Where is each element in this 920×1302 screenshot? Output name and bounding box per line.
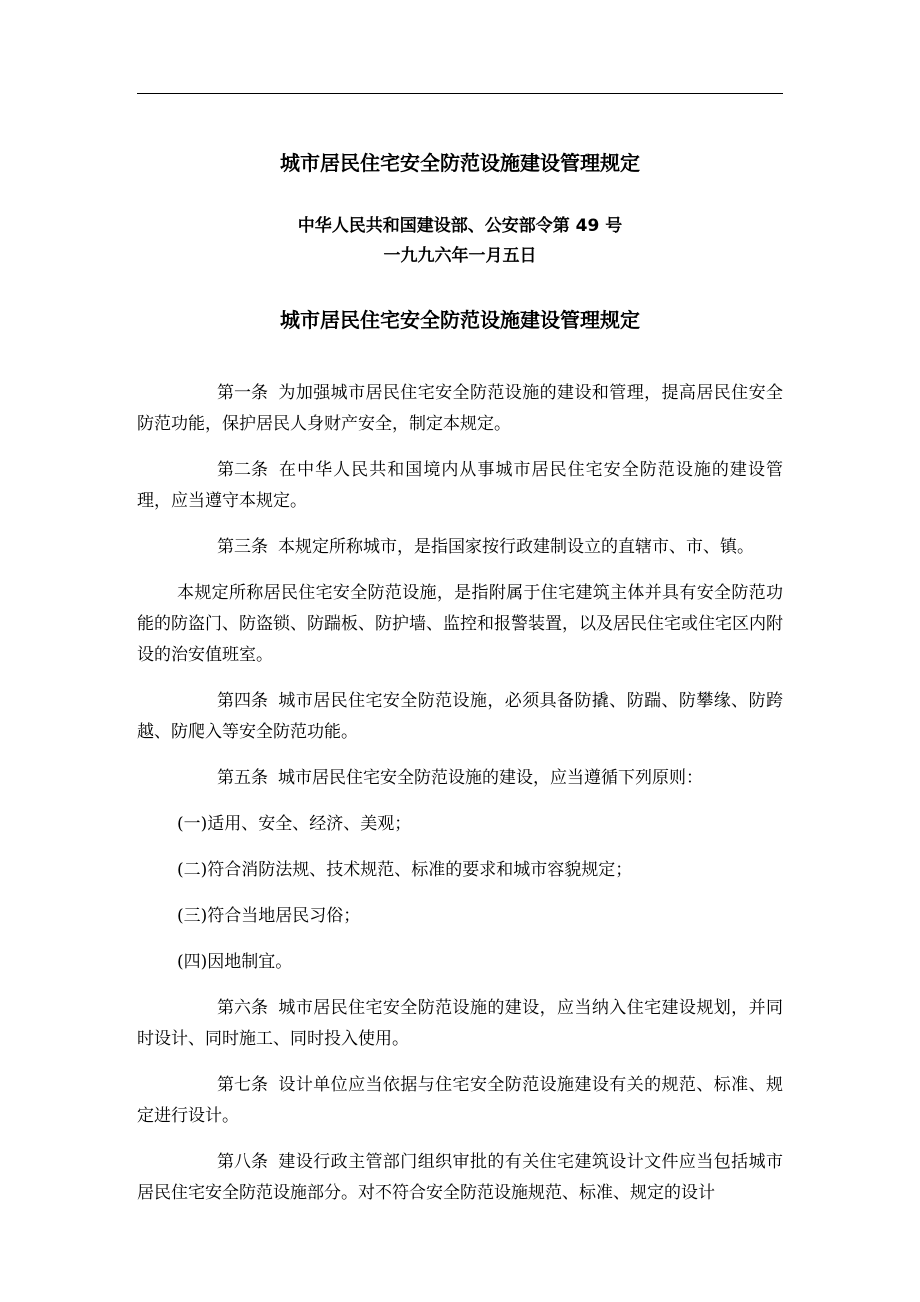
article-number: 第五条: [217, 768, 268, 788]
list-item: [137, 809, 783, 840]
article-number: 第三条: [217, 537, 268, 557]
paragraph-text: 城市居民住宅安全防范设施的建设，应当纳入住宅建设规划，并同时设计、同时施工、同时投入使用。: [137, 998, 783, 1049]
paragraph: [137, 578, 783, 671]
paragraph-text: 为加强城市居民住宅安全防范设施的建设和管理，提高居民住安全防范功能，保护居民人身财产安全，制定本规定。: [137, 383, 783, 434]
article-number: 第一条: [217, 383, 268, 403]
article-number: 第四条: [217, 691, 268, 711]
section-title: 城市居民住宅安全防范设施建设管理规定: [280, 308, 640, 332]
list-item: [137, 947, 783, 978]
article-number: 第二条: [217, 460, 268, 480]
list-item-text: (四)因地制宜。: [177, 952, 293, 972]
paragraph: [137, 993, 783, 1055]
list-item-text: (一)适用、安全、经济、美观；: [177, 814, 412, 834]
list-item-text: (三)符合当地居民习俗；: [177, 906, 361, 926]
paragraph: [137, 763, 783, 794]
paragraph-text: 建设行政主管部门组织审批的有关住宅建筑设计文件应当包括城市居民住宅安全防范设施部分。对不符合安全防范设施规范、标准、规定的设计: [137, 1152, 783, 1203]
document-title: 城市居民住宅安全防范设施建设管理规定: [280, 151, 640, 175]
paragraph: [137, 455, 783, 517]
list-item-text: (二)符合消防法规、技术规范、标准的要求和城市容貌规定；: [177, 860, 633, 880]
paragraph: [137, 1147, 783, 1209]
issue-date: 一九九六年一月五日: [383, 246, 537, 266]
article-number: 第六条: [217, 998, 268, 1018]
paragraph-text: 城市居民住宅安全防范设施，必须具备防撬、防踹、防攀缘、防跨越、防爬入等安全防范功能。: [137, 691, 783, 742]
header-rule: [137, 93, 783, 94]
list-item: [137, 901, 783, 932]
list-item: [137, 855, 783, 886]
document-body: [137, 378, 783, 1224]
article-number: 第七条: [217, 1075, 268, 1095]
paragraph-text: 城市居民住宅安全防范设施的建设，应当遵循下列原则：: [278, 768, 703, 788]
paragraph-text: 在中华人民共和国境内从事城市居民住宅安全防范设施的建设管理，应当遵守本规定。: [137, 460, 783, 511]
paragraph: [137, 532, 783, 563]
paragraph-text: 本规定所称城市，是指国家按行政建制设立的直辖市、市、镇。: [278, 537, 754, 557]
paragraph: [137, 686, 783, 748]
order-line: 中华人民共和国建设部、公安部令第 49 号: [297, 216, 623, 236]
paragraph-text: 设计单位应当依据与住宅安全防范设施建设有关的规范、标准、规定进行设计。: [137, 1075, 783, 1126]
article-number: 第八条: [217, 1152, 268, 1172]
paragraph-text: 本规定所称居民住宅安全防范设施，是指附属于住宅建筑主体并具有安全防范功能的防盗门、防盗锁、防踹板、防护墙、监控和报警装置，以及居民住宅或住宅区内附设的治安值班室。: [137, 583, 783, 665]
paragraph: [137, 1070, 783, 1132]
paragraph: [137, 378, 783, 440]
